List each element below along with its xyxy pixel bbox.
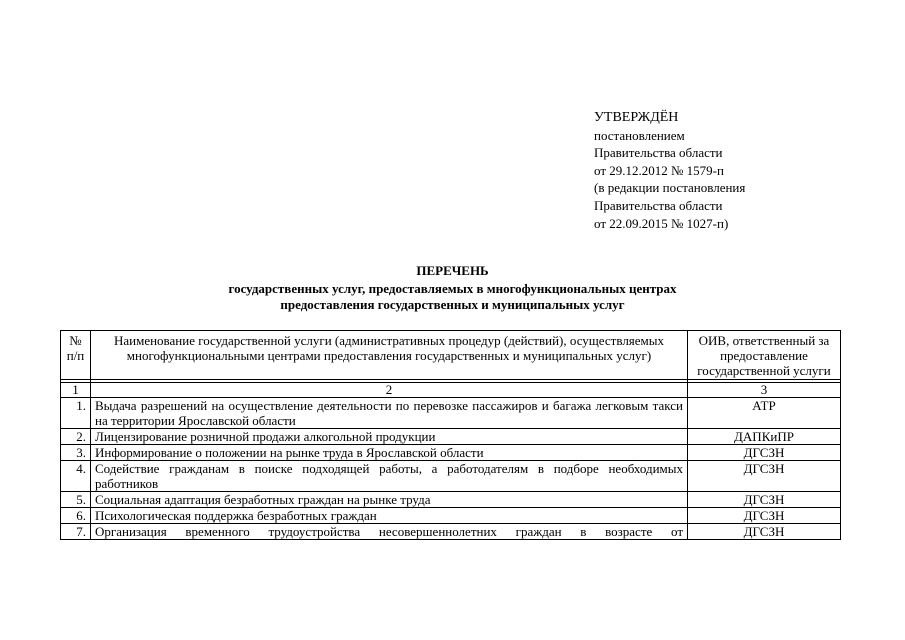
table-header-row: [61, 331, 841, 380]
row-oiv: ДГСЗН: [688, 524, 841, 540]
row-num: 4.: [61, 461, 91, 492]
row-num: 1.: [61, 398, 91, 429]
table-row: [61, 492, 841, 508]
row-oiv: АТР: [688, 398, 841, 429]
approval-line: (в редакции постановления: [594, 180, 746, 196]
document-subtitle-line: предоставления государственных и муниципальных услуг: [280, 297, 625, 312]
row-name: Организация временного трудоустройства несовершеннолетних граждан в возрасте от: [91, 524, 688, 540]
document-subtitle-line: государственных услуг, предоставляемых в многофункциональных центрах: [228, 281, 677, 296]
approval-stamp: [594, 109, 745, 232]
index-cell: 2: [91, 383, 688, 398]
index-cell: 3: [688, 383, 841, 398]
row-oiv: ДГСЗН: [688, 445, 841, 461]
index-cell: 1: [61, 383, 91, 398]
table-index-row: [61, 383, 841, 398]
document-title: ПЕРЕЧЕНЬ: [416, 263, 489, 278]
header-num: № п/п: [61, 331, 91, 380]
table-row: [61, 461, 841, 492]
row-name: Информирование о положении на рынке труда в Ярославской области: [91, 445, 688, 461]
table-row: [61, 429, 841, 445]
table-row: [61, 508, 841, 524]
row-oiv: ДАПКиПР: [688, 429, 841, 445]
row-num: 7.: [61, 524, 91, 540]
row-name: Выдача разрешений на осуществление деятельности по перевозке пассажиров и багажа легковым такси на территории Ярославской области: [91, 398, 688, 429]
approval-line: от 22.09.2015 № 1027-п): [594, 215, 729, 231]
row-name: Психологическая поддержка безработных граждан: [91, 508, 688, 524]
row-num: 5.: [61, 492, 91, 508]
approval-line: постановлением: [594, 127, 685, 143]
approval-title: УТВЕРЖДЁН: [594, 110, 679, 125]
row-num: 2.: [61, 429, 91, 445]
row-num: 3.: [61, 445, 91, 461]
row-num: 6.: [61, 508, 91, 524]
table-row: [61, 445, 841, 461]
approval-line: Правительства области: [594, 197, 723, 213]
row-oiv: ДГСЗН: [688, 492, 841, 508]
services-table: [60, 330, 841, 540]
row-oiv: ДГСЗН: [688, 508, 841, 524]
row-name: Лицензирование розничной продажи алкогольной продукции: [91, 429, 688, 445]
approval-line: Правительства области: [594, 145, 723, 161]
table-row: [61, 524, 841, 540]
approval-line: от 29.12.2012 № 1579-п: [594, 162, 724, 178]
header-oiv: ОИВ, ответственный за предоставление государственной услуги: [688, 331, 841, 380]
row-name: Содействие гражданам в поиске подходящей работы, а работодателям в подборе необходимых работников: [91, 461, 688, 492]
row-oiv: ДГСЗН: [688, 461, 841, 492]
row-name: Социальная адаптация безработных граждан на рынке труда: [91, 492, 688, 508]
table-row: [61, 398, 841, 429]
header-name: Наименование государственной услуги (административных процедур (действий), осуществляемых многофункциональными центрами предоставления государственных и муниципальных услуг): [91, 331, 688, 380]
